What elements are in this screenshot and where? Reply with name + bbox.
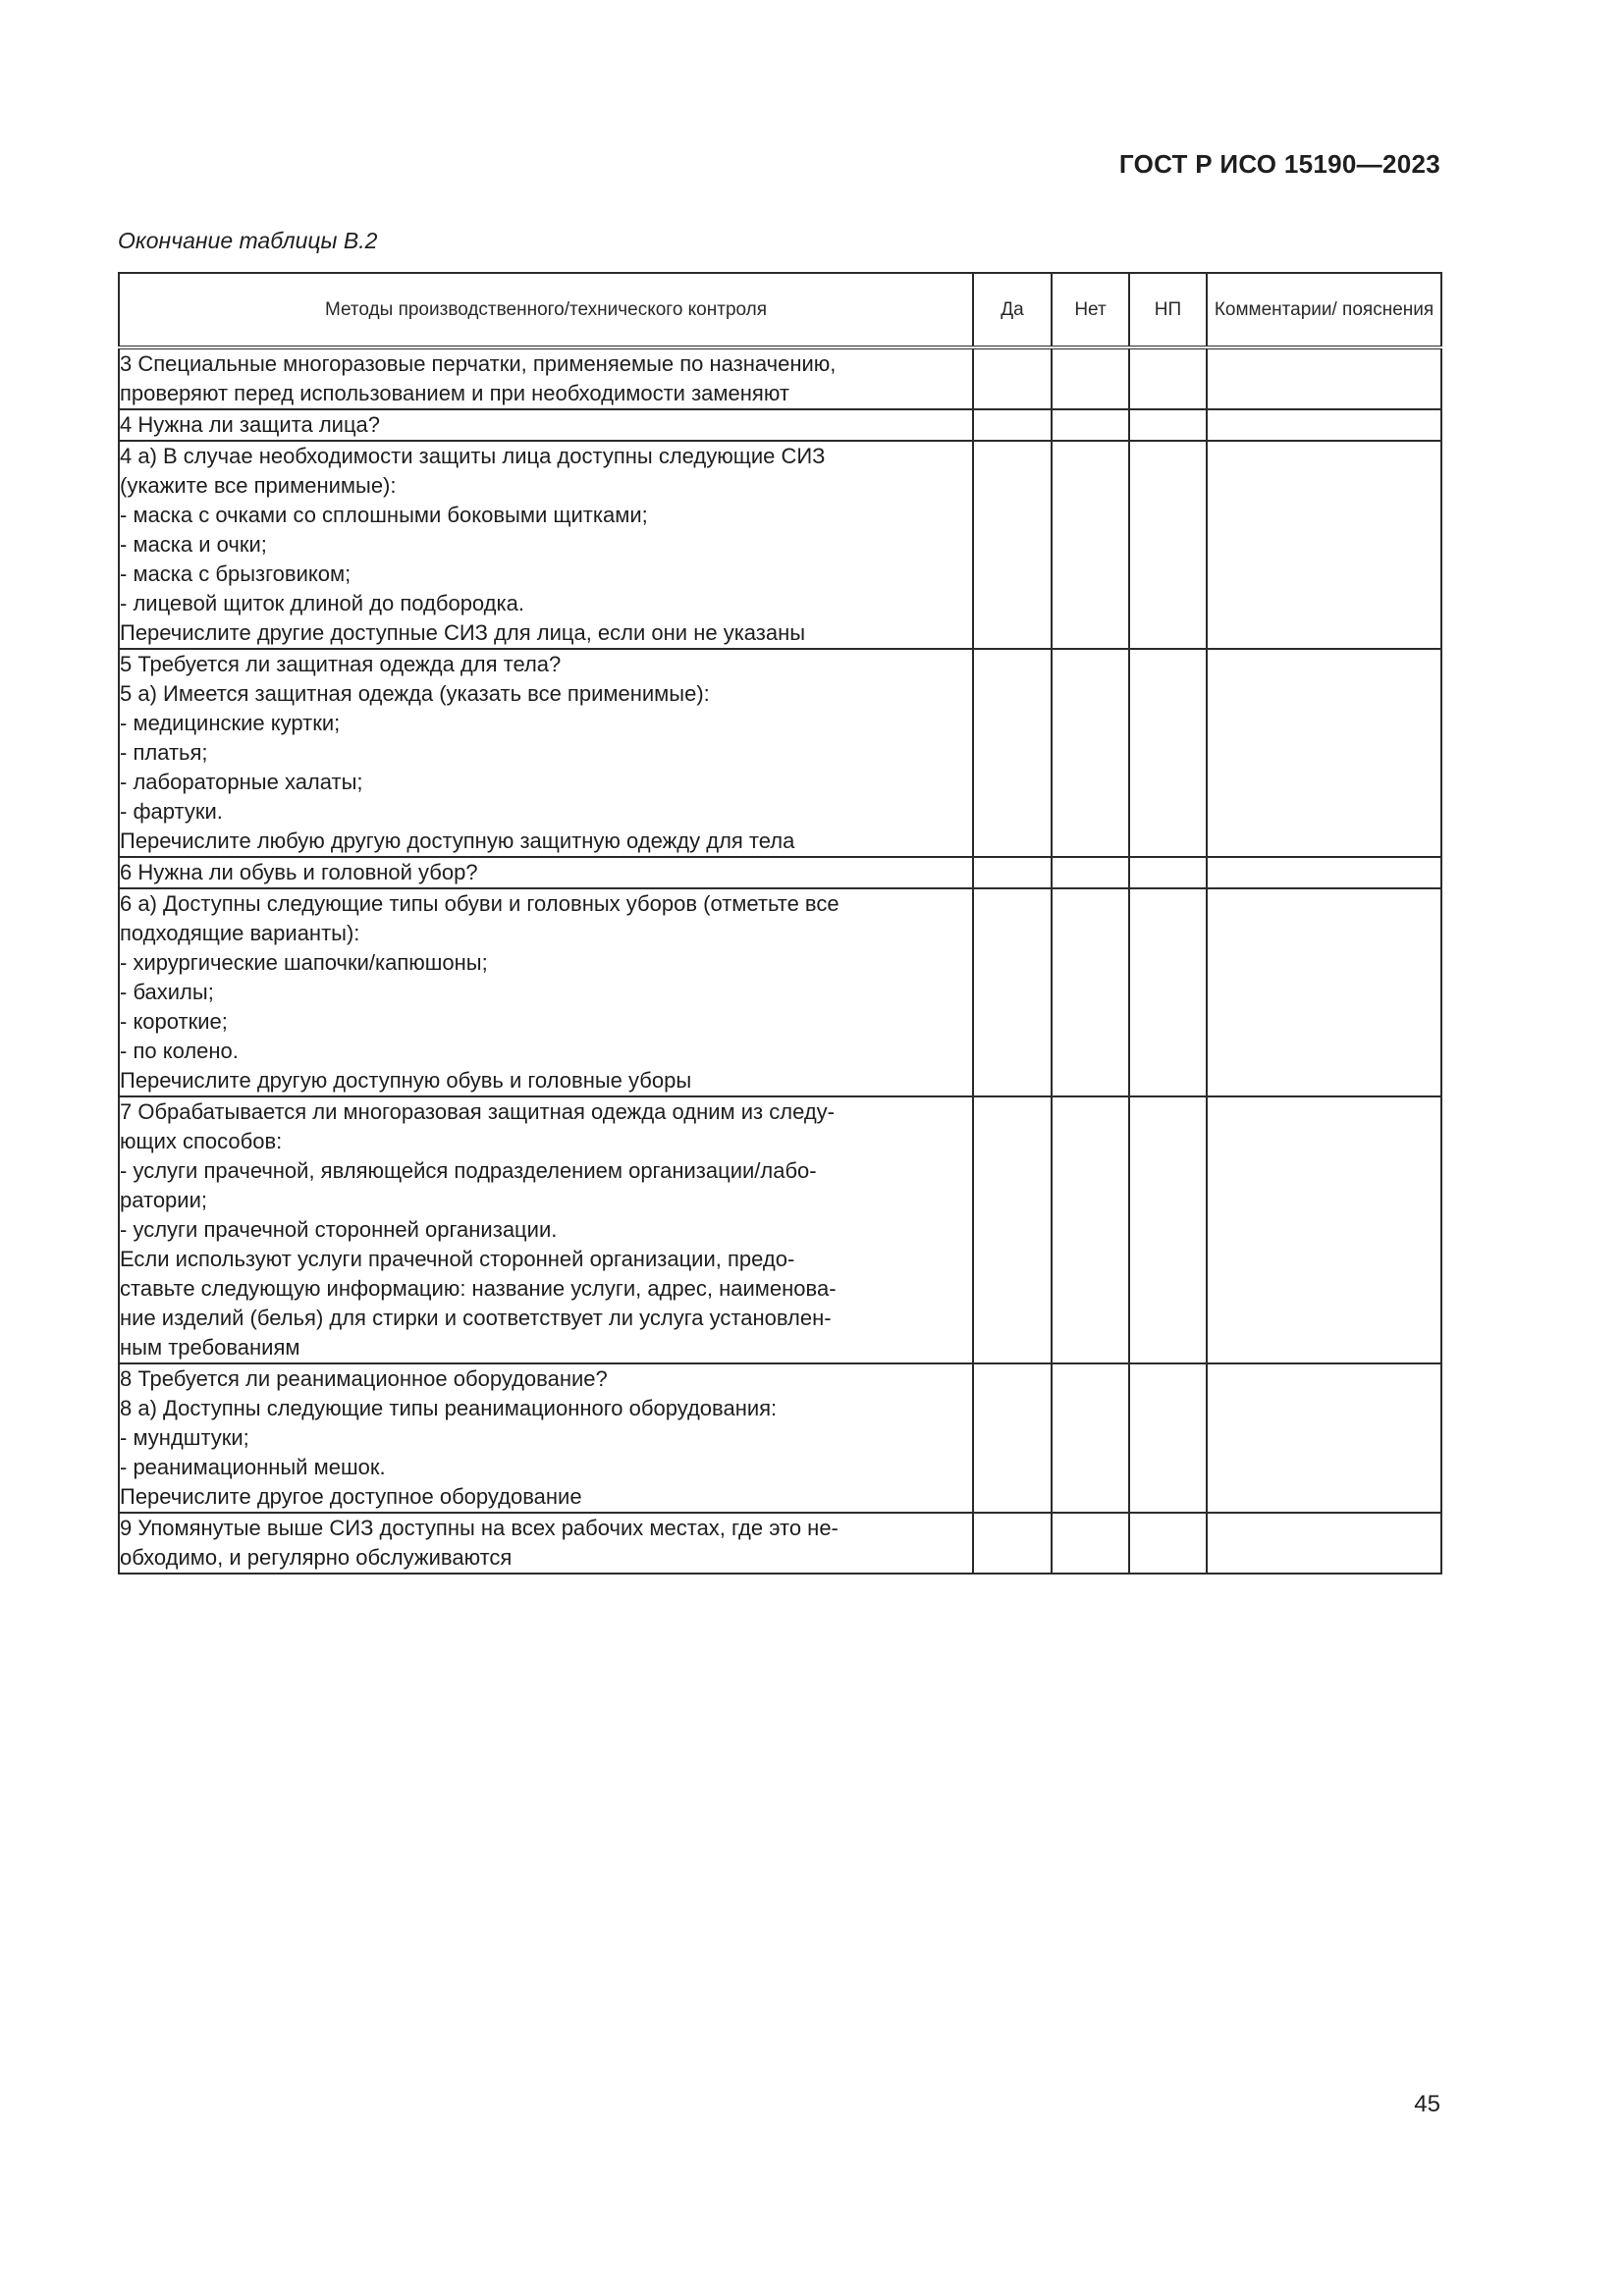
yes-cell (973, 441, 1052, 649)
table-header-row (119, 273, 1441, 347)
method-cell (119, 409, 973, 441)
method-cell (119, 1363, 973, 1513)
column-header-no: Нет (1052, 273, 1129, 347)
method-text-line: подходящие варианты): (120, 921, 360, 945)
table-row (119, 409, 1441, 441)
method-text-line: ние изделий (белья) для стирки и соответствует ли услуга установлен- (120, 1306, 832, 1330)
method-text-line: 7 Обрабатывается ли многоразовая защитная одежда одним из следу- (120, 1099, 836, 1124)
na-cell (1129, 649, 1207, 857)
no-cell (1052, 1363, 1129, 1513)
method-text-line: - хирургические шапочки/капюшоны; (120, 950, 488, 975)
na-cell (1129, 888, 1207, 1096)
no-cell (1052, 1096, 1129, 1363)
method-text-line: - лицевой щиток длиной до подбородка. (120, 591, 524, 615)
column-header-method: Методы производственного/технического контроля (119, 273, 973, 347)
method-text-line: 8 а) Доступны следующие типы реанимационного оборудования: (120, 1396, 778, 1420)
method-text-line: 5 а) Имеется защитная одежда (указать все применимые): (120, 681, 710, 706)
yes-cell (973, 1363, 1052, 1513)
method-text-line: Перечислите любую другую доступную защитную одежду для тела (120, 828, 795, 853)
na-cell (1129, 1096, 1207, 1363)
na-cell (1129, 441, 1207, 649)
method-text-line: - маска с брызговиком; (120, 561, 352, 586)
table-caption: Окончание таблицы В.2 (118, 228, 378, 253)
na-cell (1129, 347, 1207, 409)
na-cell (1129, 409, 1207, 441)
method-text-line: Перечислите другую доступную обувь и головные уборы (120, 1068, 692, 1093)
method-text-line: 9 Упомянутые выше СИЗ доступны на всех рабочих местах, где это не- (120, 1516, 839, 1540)
yes-cell (973, 1513, 1052, 1574)
na-cell (1129, 1363, 1207, 1513)
table-row (119, 649, 1441, 857)
page-number: 45 (1414, 2091, 1440, 2117)
comment-cell (1207, 857, 1441, 888)
table-row (119, 857, 1441, 888)
method-text-line: ставьте следующую информацию: название услуги, адрес, наименова- (120, 1276, 837, 1301)
method-text-line: ным требованиям (120, 1335, 300, 1360)
table-row (119, 347, 1441, 409)
method-text-line: - услуги прачечной, являющейся подразделением организации/лабо- (120, 1158, 817, 1183)
method-text-line: Перечислите другие доступные СИЗ для лица, если они не указаны (120, 620, 806, 645)
table-row (119, 1363, 1441, 1513)
yes-cell (973, 409, 1052, 441)
method-text-line: - мундштуки; (120, 1425, 249, 1450)
comment-cell (1207, 649, 1441, 857)
method-text-line: Перечислите другое доступное оборудование (120, 1484, 582, 1509)
method-text-line: - лабораторные халаты; (120, 770, 363, 794)
method-text-line: ющих способов: (120, 1129, 283, 1153)
comment-cell (1207, 1363, 1441, 1513)
method-text-line: 8 Требуется ли реанимационное оборудование? (120, 1366, 608, 1391)
na-cell (1129, 1513, 1207, 1574)
table-row (119, 1513, 1441, 1574)
no-cell (1052, 857, 1129, 888)
method-text-line: 5 Требуется ли защитная одежда для тела? (120, 652, 562, 676)
yes-cell (973, 888, 1052, 1096)
yes-cell (973, 649, 1052, 857)
no-cell (1052, 649, 1129, 857)
no-cell (1052, 1513, 1129, 1574)
comment-cell (1207, 409, 1441, 441)
table-row (119, 1096, 1441, 1363)
method-text-line: - бахилы; (120, 980, 214, 1004)
method-cell (119, 1096, 973, 1363)
no-cell (1052, 441, 1129, 649)
column-header-yes: Да (973, 273, 1052, 347)
column-header-na: НП (1129, 273, 1207, 347)
document-code: ГОСТ Р ИСО 15190—2023 (1118, 149, 1440, 179)
method-cell (119, 1513, 973, 1574)
no-cell (1052, 347, 1129, 409)
method-text-line: - маска и очки; (120, 532, 267, 557)
method-text-line: - реанимационный мешок. (120, 1455, 386, 1479)
method-text-line: - услуги прачечной сторонней организации. (120, 1217, 558, 1242)
method-cell (119, 857, 973, 888)
na-cell (1129, 857, 1207, 888)
method-text-line: (укажите все применимые): (120, 473, 397, 498)
method-cell (119, 649, 973, 857)
checklist-table (118, 272, 1442, 1575)
method-cell (119, 441, 973, 649)
method-text-line: - платья; (120, 740, 208, 765)
method-text-line: 4 Нужна ли защита лица? (120, 412, 381, 437)
method-text-line: обходимо, и регулярно обслуживаются (120, 1545, 513, 1570)
method-text-line: - короткие; (120, 1009, 228, 1034)
method-text-line: Если используют услуги прачечной сторонней организации, предо- (120, 1247, 795, 1271)
method-cell (119, 347, 973, 409)
comment-cell (1207, 441, 1441, 649)
table-row (119, 888, 1441, 1096)
comment-cell (1207, 888, 1441, 1096)
method-text-line: 6 Нужна ли обувь и головной убор? (120, 860, 478, 884)
method-text-line: 6 а) Доступны следующие типы обуви и головных уборов (отметьте все (120, 891, 839, 916)
yes-cell (973, 857, 1052, 888)
method-text-line: - фартуки. (120, 799, 223, 824)
method-text-line: 4 а) В случае необходимости защиты лица доступны следующие СИЗ (120, 444, 826, 468)
column-header-comment: Комментарии/ пояснения (1207, 273, 1441, 347)
no-cell (1052, 409, 1129, 441)
comment-cell (1207, 1096, 1441, 1363)
method-text-line: 3 Специальные многоразовые перчатки, применяемые по назначению, (120, 351, 837, 376)
table-row (119, 441, 1441, 649)
comment-cell (1207, 347, 1441, 409)
method-text-line: проверяют перед использованием и при необходимости заменяют (120, 381, 789, 405)
yes-cell (973, 347, 1052, 409)
method-text-line: ратории; (120, 1188, 207, 1212)
method-text-line: - маска с очками со сплошными боковыми щитками; (120, 503, 648, 527)
method-text-line: - по колено. (120, 1039, 239, 1063)
yes-cell (973, 1096, 1052, 1363)
method-cell (119, 888, 973, 1096)
method-text-line: - медицинские куртки; (120, 711, 341, 735)
table-body (119, 347, 1441, 1574)
no-cell (1052, 888, 1129, 1096)
comment-cell (1207, 1513, 1441, 1574)
